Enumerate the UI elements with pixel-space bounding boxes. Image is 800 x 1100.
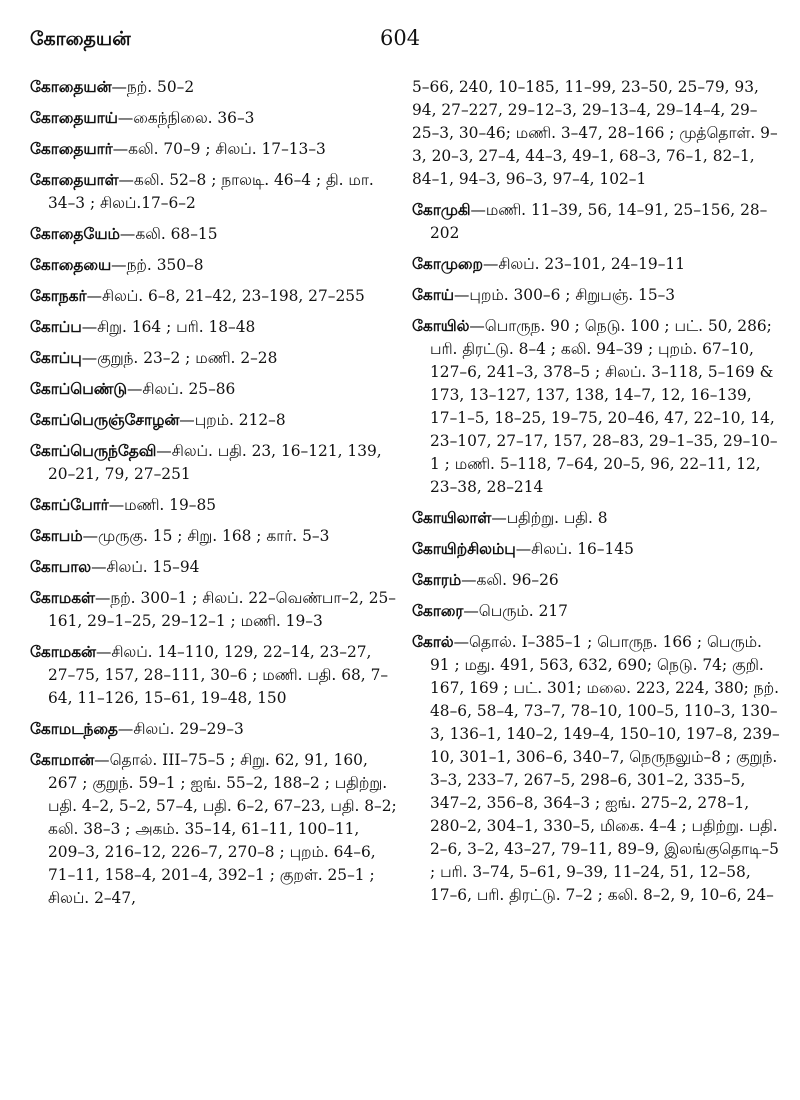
index-entry xyxy=(412,253,780,276)
entry-headword: கோப்பெருஞ்சோழன் xyxy=(30,411,180,429)
entry-refs: —சிலப். 14–110, 129, 22–14, 23–27, 27–75, 157, 28–111, 30–6 ; மணி. பதி. 68, 7–64, 11–126, 15–61, 19–48, 150 xyxy=(48,643,389,707)
entry-headword: கோபம் xyxy=(30,527,83,545)
entry-headword: கோப்ப xyxy=(30,318,82,336)
entry-refs: —சிலப். 16–145 xyxy=(515,540,634,558)
entry-headword: கோமடந்தை xyxy=(30,720,118,738)
index-entry xyxy=(30,138,398,161)
entry-refs: —நற். 300–1 ; சிலப். 22–வெண்பா–2, 25–161, 29–1–25, 29–12–1 ; மணி. 19–3 xyxy=(48,589,396,630)
entry-headword: கோபால xyxy=(30,558,92,576)
entry-refs: —சிலப். 29–29–3 xyxy=(117,720,244,738)
index-entry xyxy=(30,169,398,215)
entry-headword: கோயிலாள் xyxy=(412,509,492,527)
entry-headword: கோப்பு xyxy=(30,349,82,367)
index-entry xyxy=(412,315,780,499)
entry-headword: கோநகர் xyxy=(30,287,87,305)
entry-refs: —கலி. 96–26 xyxy=(461,571,559,589)
entry-refs: —கலி. 52–8 ; நாலடி. 46–4 ; தி. மா. 34–3 ; சிலப்.17–6–2 xyxy=(48,171,374,212)
index-entry xyxy=(30,718,398,741)
entry-refs: —தொல். I–385–1 ; பொருந. 166 ; பெரும். 91 ; மது. 491, 563, 632, 690; நெடு. 74; குறி. 167, 169 ; பட். 301; மலை. 223, 224, 380; நற். 48–6, 58–4, 73–7, 78–10, 100–5, 110–3, 130–3, 136–1, 140–2, 149–4, 150–10, 197–8, 239–10, 301–1, 306–6, 340–7, நெருநலும்–8 ; குறுந். 3–3, 233–7, 267–5, 298–6, 301–2, 335–5, 347–2, 356–8, 364–3 ; ஐங். 275–2, 278–1, 280–2, 304–1, 330–5, மிகை. 4–4 ; பதிற்று. பதி. 2–6, 3–2, 43–27, 79–11, 89–9, இலங்குதொடி–5 ; பரி. 3–74, 5–61, 9–39, 11–24, 51, 12–58, 17–6, பரி. திரட்டு. 7–2 ; கலி. 8–2, 9, 10–6, 24– xyxy=(430,633,780,904)
entry-refs: —நற். 350–8 xyxy=(111,256,204,274)
entry-refs: —மணி. 11–39, 56, 14–91, 25–156, 28–202 xyxy=(430,201,768,242)
entry-headword: கோப்போர் xyxy=(30,496,109,514)
index-entry xyxy=(412,284,780,307)
entry-refs: 5–66, 240, 10–185, 11–99, 23–50, 25–79, 93, 94, 27–227, 29–12–3, 29–13–4, 29–14–4, 29–25–3, 30–46; மணி. 3–47, 28–166 ; முத்தொள். 9–3, 20–3, 27–4, 44–3, 49–1, 68–3, 76–1, 82–1, 84–1, 94–3, 96–3, 97–4, 102–1 xyxy=(412,78,778,188)
index-entry xyxy=(30,749,398,910)
index-entry xyxy=(30,409,398,432)
entry-headword: கோல் xyxy=(412,633,454,651)
index-entry xyxy=(30,223,398,246)
index-entry xyxy=(412,631,780,907)
entry-refs: —கைந்நிலை. 36–3 xyxy=(117,109,255,127)
entry-refs: —பதிற்று. பதி. 8 xyxy=(491,509,608,527)
entry-refs: —கலி. 70–9 ; சிலப். 17–13–3 xyxy=(112,140,326,158)
entry-headword: கோயிற்சிலம்பு xyxy=(412,540,516,558)
entry-headword: கோமகள் xyxy=(30,589,95,607)
index-entry xyxy=(30,347,398,370)
index-entry-continued xyxy=(412,76,780,191)
entry-refs: —சிலப். 25–86 xyxy=(127,380,236,398)
entry-headword: கோரை xyxy=(412,602,464,620)
entry-refs: —கலி. 68–15 xyxy=(119,225,218,243)
entry-refs: —மணி. 19–85 xyxy=(108,496,217,514)
index-entry xyxy=(30,76,398,99)
entry-headword: கோயில் xyxy=(412,317,470,335)
entry-refs: —சிலப். 23–101, 24–19–11 xyxy=(482,255,685,273)
entry-refs: —சிறு. 164 ; பரி. 18–48 xyxy=(81,318,256,336)
index-entry xyxy=(30,254,398,277)
entry-refs: —சிலப். 15–94 xyxy=(91,558,200,576)
entry-headword: கோமுகி xyxy=(412,201,471,219)
index-entry xyxy=(412,600,780,623)
index-entry xyxy=(412,199,780,245)
right-column xyxy=(412,76,780,915)
index-entry xyxy=(30,316,398,339)
index-entry xyxy=(30,440,398,486)
entry-refs: —சிலப். 6–8, 21–42, 23–198, 27–255 xyxy=(86,287,365,305)
index-entry xyxy=(30,378,398,401)
index-entry xyxy=(30,641,398,710)
entry-refs: —நற். 50–2 xyxy=(111,78,195,96)
entry-headword: கோதையன் xyxy=(30,78,112,96)
entry-headword: கோதையேம் xyxy=(30,225,120,243)
index-entry xyxy=(30,587,398,633)
running-head: கோதையன் xyxy=(30,28,131,50)
entry-headword: கோய் xyxy=(412,286,455,304)
index-entry xyxy=(412,538,780,561)
entry-refs: —முருகு. 15 ; சிறு. 168 ; கார். 5–3 xyxy=(82,527,330,545)
entry-headword: கோப்பெருந்தேவி xyxy=(30,442,157,460)
index-entry xyxy=(30,525,398,548)
entry-headword: கோதையார் xyxy=(30,140,113,158)
index-entry xyxy=(30,494,398,517)
entry-refs: —குறுந். 23–2 ; மணி. 2–28 xyxy=(81,349,278,367)
left-column xyxy=(30,76,398,918)
entry-headword: கோரம் xyxy=(412,571,462,589)
entry-headword: கோதையாள் xyxy=(30,171,119,189)
index-entry xyxy=(30,285,398,308)
entry-refs: —பெரும். 217 xyxy=(463,602,568,620)
page-number: 604 xyxy=(380,26,421,50)
entry-refs: —புறம். 212–8 xyxy=(179,411,286,429)
entry-headword: கோமுறை xyxy=(412,255,483,273)
index-entry xyxy=(412,507,780,530)
entry-refs: —சிலப். பதி. 23, 16–121, 139, 20–21, 79, 27–251 xyxy=(48,442,382,483)
index-entry xyxy=(30,556,398,579)
index-entry xyxy=(30,107,398,130)
entry-headword: கோதையை xyxy=(30,256,112,274)
entry-refs: —பொருந. 90 ; நெடு. 100 ; பட். 50, 286; பரி. திரட்டு. 8–4 ; கலி. 94–39 ; புறம். 67–10, 127–6, 241–3, 378–5 ; சிலப். 3–118, 5–169 & 173, 13–127, 137, 138, 14–7, 12, 16–139, 17–1–5, 18–25, 19–75, 20–46, 47, 22–10, 14, 23–107, 27–17, 157, 28–83, 29–1–35, 29–10–1 ; மணி. 5–118, 7–64, 20–5, 96, 22–11, 12, 23–38, 28–214 xyxy=(430,317,778,496)
entry-headword: கோமான் xyxy=(30,751,95,769)
entry-headword: கோமகன் xyxy=(30,643,96,661)
entry-headword: கோதையாய் xyxy=(30,109,118,127)
entry-headword: கோப்பெண்டு xyxy=(30,380,128,398)
index-entry xyxy=(412,569,780,592)
entry-refs: —புறம். 300–6 ; சிறுபஞ். 15–3 xyxy=(454,286,676,304)
entry-refs: —தொல். III–75–5 ; சிறு. 62, 91, 160, 267 ; குறுந். 59–1 ; ஐங். 55–2, 188–2 ; பதிற்று. பதி. 4–2, 5–2, 57–4, பதி. 6–2, 67–23, பதி. 8–2; கலி. 38–3 ; அகம். 35–14, 61–11, 100–11, 209–3, 216–12, 226–7, 270–8 ; புறம். 64–6, 71–11, 158–4, 201–4, 392–1 ; குறள். 25–1 ; சிலப். 2–47, xyxy=(48,751,397,907)
